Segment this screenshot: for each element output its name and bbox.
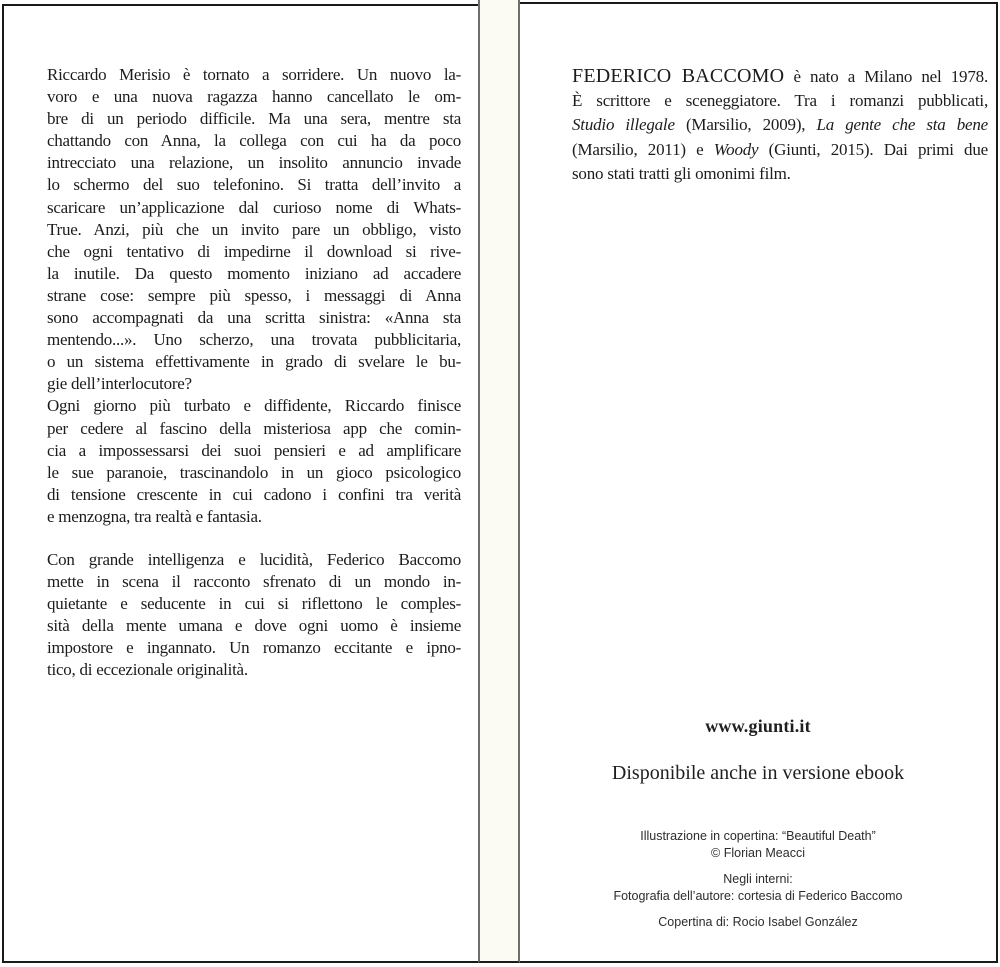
credit-line: Illustrazione in copertina: “Beautiful Death” xyxy=(640,829,876,843)
text-line: sità della mente umana e dove ogni uomo è insieme xyxy=(47,616,461,636)
text-line: gie dell’interlocutore? xyxy=(47,374,192,394)
text-line: È scrittore e sceneggiatore. Tra i romanzi pubblicati, xyxy=(572,90,988,110)
paragraph xyxy=(47,395,461,528)
text-line: Ogni giorno più turbato e diffidente, Riccardo finisce xyxy=(47,396,461,416)
paragraph xyxy=(47,549,461,682)
paragraph xyxy=(47,64,461,395)
text-line: Studio illegale (Marsilio, 2009), La gente che sta bene xyxy=(572,115,988,135)
ebook-availability-note: Disponibile anche in versione ebook xyxy=(611,762,905,784)
text-line: tico, di eccezionale originalità. xyxy=(47,660,248,680)
text-line: che ogni tentativo di impedirne il download si rive- xyxy=(47,241,461,261)
right-flap-page xyxy=(520,2,998,963)
credit-group xyxy=(520,828,996,861)
text-line: mette in scena il racconto sfrenato di un mondo in- xyxy=(47,572,461,592)
left-flap-page xyxy=(2,4,478,963)
author-name: FEDERICO BACCOMO xyxy=(572,65,785,87)
text-line: impostore e ingannato. Un romanzo eccitante e ipno- xyxy=(47,638,461,658)
credit-group xyxy=(520,914,996,931)
text-line: Riccardo Merisio è tornato a sorridere. Un nuovo la- xyxy=(47,65,461,84)
text-line: scaricare un’applicazione dal curioso nome di Whats- xyxy=(47,197,461,217)
text-line: per cedere al fascino della misteriosa app che comin- xyxy=(47,418,461,438)
author-bio xyxy=(572,64,988,187)
text-line: la inutile. Da questo momento iniziano ad accadere xyxy=(47,263,461,283)
text-line: (Marsilio, 2011) e Woody (Giunti, 2015). Dai primi due xyxy=(572,139,988,159)
text-line: strane cose: sempre più spesso, i messaggi di Anna xyxy=(47,285,461,305)
text-line: Con grande intelligenza e lucidità, Federico Baccomo xyxy=(47,549,461,569)
text-line: chattando con Anna, la collega con cui ha da poco xyxy=(47,131,461,151)
credits-block xyxy=(520,828,996,941)
text-line: e menzogna, tra realtà e fantasia. xyxy=(47,506,262,526)
text-line: quietante e seducente in cui si riflettono le comples- xyxy=(47,594,461,614)
text-line: le sue paranoie, trascinandolo in un gioco psicologico xyxy=(47,462,461,482)
credit-line: Copertina di: Rocio Isabel González xyxy=(658,915,858,929)
text-line: sono accompagnati da una scritta sinistra: «Anna sta xyxy=(47,308,461,328)
text-line: bre di un periodo difficile. Ma una sera, mentre sta xyxy=(47,109,461,129)
publisher-website: www.giunti.it xyxy=(705,716,811,736)
credit-line: Fotografia dell’autore: cortesia di Federico Baccomo xyxy=(613,888,903,903)
text-line: voro e una nuova ragazza hanno cancellato le om- xyxy=(47,87,461,107)
text-line: lo schermo del suo telefonino. Si tratta dell’invito a xyxy=(47,175,461,195)
text-line: di tensione crescente in cui cadono i confini tra verità xyxy=(47,484,461,504)
text-line: cia a impossessarsi dei suoi pensieri e ad amplificare xyxy=(47,440,461,460)
text-line: sono stati tratti gli omonimi film. xyxy=(572,164,791,184)
text-line: intrecciato una relazione, un insolito annuncio invade xyxy=(47,153,461,173)
credit-line: Negli interni: xyxy=(723,872,793,886)
text-line: o un sistema effettivamente in grado di svelare le bu- xyxy=(47,352,461,372)
text-line: FEDERICO BACCOMO è nato a Milano nel 1978. xyxy=(572,65,988,87)
text-line: mentendo...». Uno scherzo, una trovata pubblicitaria, xyxy=(47,330,461,350)
credit-group xyxy=(520,871,996,904)
credit-line: © Florian Meacci xyxy=(711,845,805,860)
text-line: True. Anzi, più che un invito pare un obbligo, visto xyxy=(47,219,461,239)
spine-gutter xyxy=(478,0,520,963)
book-description xyxy=(47,64,461,682)
